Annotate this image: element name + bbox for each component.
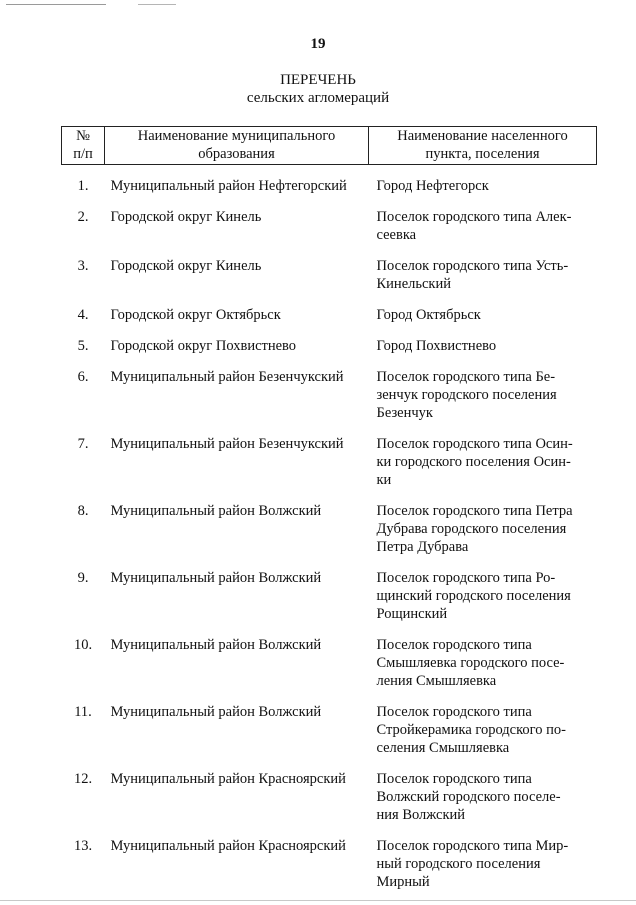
settlement-name: Поселок городского типа Мир- ный городского поселения Мирный xyxy=(376,838,569,890)
table-row xyxy=(62,770,597,837)
settlement-name: Поселок городского типа Бе- зенчук городского поселения Безенчук xyxy=(376,369,557,421)
table-row xyxy=(62,306,597,337)
table-row xyxy=(62,703,597,770)
header-municipality-label: Наименование муниципального образования xyxy=(137,128,336,162)
row-number: 13. xyxy=(73,838,93,854)
header-settlement xyxy=(369,127,597,165)
municipality-name: Муниципальный район Волжский xyxy=(110,503,322,519)
municipality-name: Муниципальный район Волжский xyxy=(110,704,322,720)
settlement-name: Город Нефтегорск xyxy=(376,178,489,194)
table-row xyxy=(62,435,597,502)
settlement-name: Поселок городского типа Алек- сеевка xyxy=(376,209,572,243)
table-row xyxy=(62,502,597,569)
municipality-name: Городской округ Октябрьск xyxy=(110,307,281,323)
settlement-name: Поселок городского типа Смышляевка городского посе- ления Смышляевка xyxy=(376,637,565,689)
header-settlement-label: Наименование населенного пункта, поселения xyxy=(397,128,568,162)
row-number: 3. xyxy=(77,258,89,274)
table-row xyxy=(62,569,597,636)
municipality-name: Муниципальный район Красноярский xyxy=(110,771,346,787)
municipality-name: Городской округ Кинель xyxy=(110,258,262,274)
table-row xyxy=(62,368,597,435)
table-header xyxy=(62,127,597,165)
document-title: ПЕРЕЧЕНЬ xyxy=(280,72,356,88)
scan-edge-line-top-right xyxy=(138,4,176,5)
row-number: 10. xyxy=(73,637,93,653)
row-number: 8. xyxy=(77,503,89,519)
row-number: 6. xyxy=(77,369,89,385)
settlement-name: Поселок городского типа Волжский городского поселе- ния Волжский xyxy=(376,771,561,823)
table-row xyxy=(62,837,597,904)
agglomerations-table xyxy=(61,126,597,904)
municipality-name: Городской округ Похвистнево xyxy=(110,338,297,354)
table-row xyxy=(62,257,597,306)
scan-edge-line-bottom xyxy=(0,900,636,901)
document-subtitle: сельских агломераций xyxy=(246,90,390,106)
row-number: 1. xyxy=(77,178,89,194)
municipality-name: Муниципальный район Нефтегорский xyxy=(110,178,347,194)
settlement-name: Город Похвистнево xyxy=(376,338,497,354)
table-row xyxy=(62,208,597,257)
municipality-name: Городской округ Кинель xyxy=(110,209,262,225)
row-number: 7. xyxy=(77,436,89,452)
settlement-name: Город Октябрьск xyxy=(376,307,481,323)
page-number: 19 xyxy=(310,36,326,52)
table-row xyxy=(62,337,597,368)
settlement-name: Поселок городского типа Осин- ки городского поселения Осин- ки xyxy=(376,436,573,488)
row-number: 5. xyxy=(77,338,89,354)
municipality-name: Муниципальный район Безенчукский xyxy=(110,436,344,452)
settlement-name: Поселок городского типа Усть- Кинельский xyxy=(376,258,569,292)
municipality-name: Муниципальный район Волжский xyxy=(110,637,322,653)
municipality-name: Муниципальный район Красноярский xyxy=(110,838,346,854)
header-municipality xyxy=(105,127,369,165)
settlement-name: Поселок городского типа Петра Дубрава городского поселения Петра Дубрава xyxy=(376,503,573,555)
settlement-name: Поселок городского типа Ро- щинский городского поселения Рощинский xyxy=(376,570,571,622)
row-number: 11. xyxy=(74,704,92,720)
header-number-label: № п/п xyxy=(73,128,93,162)
table-body xyxy=(62,165,597,905)
settlement-name: Поселок городского типа Стройкерамика городского по- селения Смышляевка xyxy=(376,704,566,756)
header-number xyxy=(62,127,105,165)
table-header-row xyxy=(62,127,597,165)
table-row xyxy=(62,165,597,209)
municipality-name: Муниципальный район Безенчукский xyxy=(110,369,344,385)
row-number: 9. xyxy=(77,570,89,586)
row-number: 4. xyxy=(77,307,89,323)
municipality-name: Муниципальный район Волжский xyxy=(110,570,322,586)
row-number: 12. xyxy=(73,771,93,787)
table-row xyxy=(62,636,597,703)
scan-edge-line-top-left xyxy=(6,4,106,5)
row-number: 2. xyxy=(77,209,89,225)
